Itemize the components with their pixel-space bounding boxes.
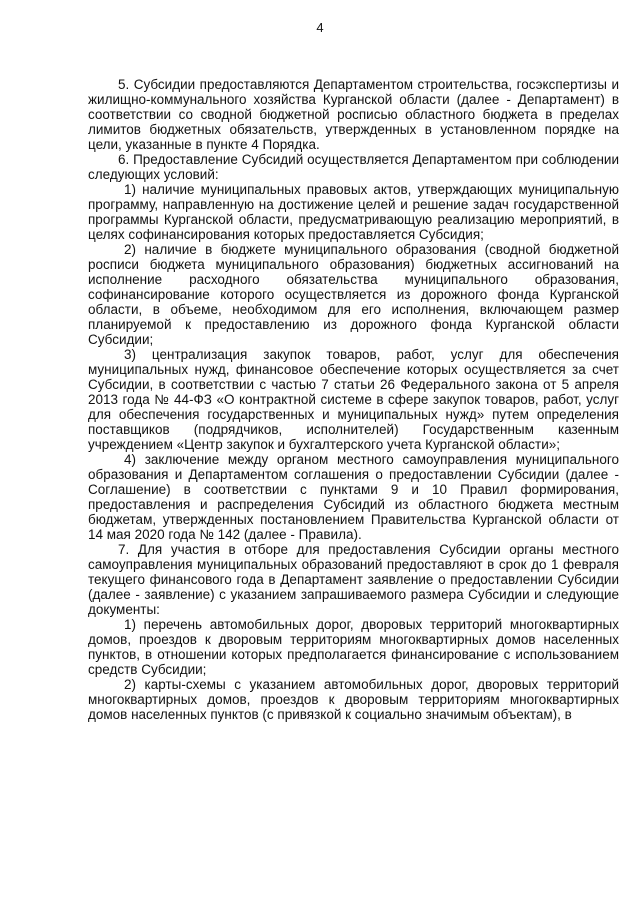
paragraph-5: 5. Субсидии предоставляются Департаментом строительства, госэкспертизы и жилищно-коммунального хозяйства Курганской области (далее - Департамент) в соответствии со сводной бюджетной росписью областного бюджета в пределах лимитов бюджетных обязательств, утвержденных в установленном порядке на цели, указанные в пункте 4 Порядка. bbox=[88, 77, 619, 152]
paragraph-6-item-1: 1) наличие муниципальных правовых актов, утверждающих муниципальную программу, направленную на достижение целей и решение задач государственной программы Курганской области, предусматривающую реализацию мероприятий, в целях софинансирования которых предоставляется Субсидия; bbox=[88, 182, 619, 242]
paragraph-6-item-4: 4) заключение между органом местного самоуправления муниципального образования и Департаментом соглашения о предоставлении Субсидии (далее - Соглашение) в соответствии с пунктами 9 и 10 Правил формирования, предоставления и распределения Субсидий из областного бюджета местным бюджетам, утвержденных постановлением Правительства Курганской области от 14 мая 2020 года № 142 (далее - Правила). bbox=[88, 452, 619, 542]
page-number: 4 bbox=[316, 20, 324, 35]
paragraph-7: 7. Для участия в отборе для предоставления Субсидии органы местного самоуправления муниципальных образований предоставляют в срок до 1 февраля текущего финансового года в Департамент заявление о предоставлении Субсидии (далее - заявление) с указанием запрашиваемого размера Субсидии и следующие документы: bbox=[88, 542, 619, 617]
document-body bbox=[88, 77, 619, 722]
paragraph-7-item-1: 1) перечень автомобильных дорог, дворовых территорий многоквартирных домов, проездов к дворовым территориям многоквартирных домов населенных пунктов, в отношении которых предполагается финансирование с использованием средств Субсидии; bbox=[88, 617, 619, 677]
paragraph-7-item-2: 2) карты-схемы с указанием автомобильных дорог, дворовых территорий многоквартирных домов, проездов к дворовым территориям многоквартирных домов населенных пунктов (с привязкой к социально значимым объектам), в bbox=[88, 677, 619, 722]
paragraph-6: 6. Предоставление Субсидий осуществляется Департаментом при соблюдении следующих условий: bbox=[88, 152, 619, 182]
paragraph-6-item-2: 2) наличие в бюджете муниципального образования (сводной бюджетной росписи бюджета муниципального образования) бюджетных ассигнований на исполнение расходного обязательства муниципального образования, софинансирование которого осуществляется из дорожного фонда Курганской области, в объеме, необходимом для его исполнения, включающем размер планируемой к предоставлению из дорожного фонда Курганской области Субсидии; bbox=[88, 242, 619, 347]
paragraph-6-item-3: 3) централизация закупок товаров, работ, услуг для обеспечения муниципальных нужд, финансовое обеспечение которых осуществляется за счет Субсидии, в соответствии с частью 7 статьи 26 Федерального закона от 5 апреля 2013 года № 44-ФЗ «О контрактной системе в сфере закупок товаров, работ, услуг для обеспечения государственных и муниципальных нужд» путем определения поставщиков (подрядчиков, исполнителей) Государственным казенным учреждением «Центр закупок и бухгалтерского учета Курганской области»; bbox=[88, 347, 619, 452]
